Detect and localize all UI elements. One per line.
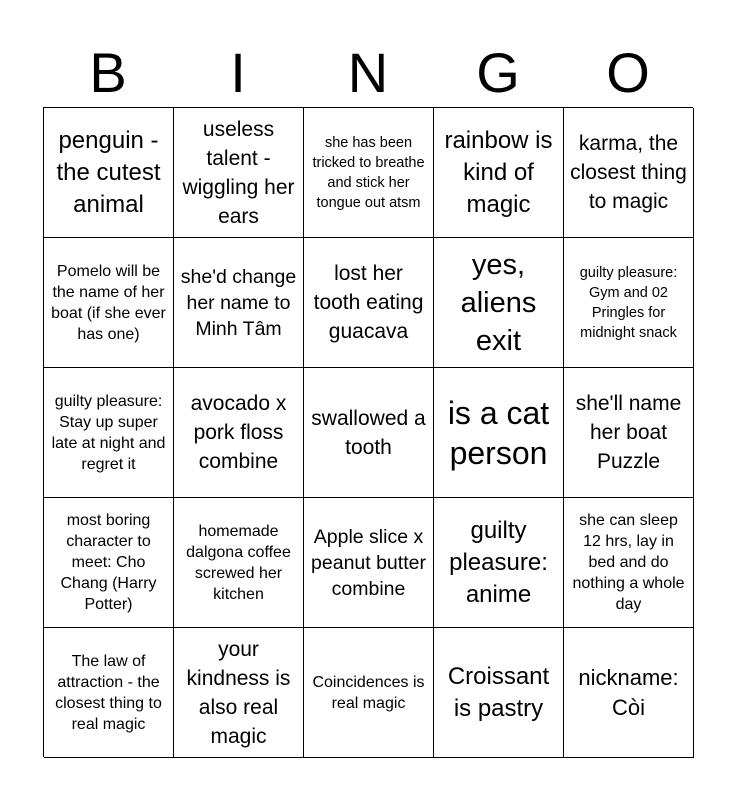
bingo-cell[interactable] <box>564 628 694 758</box>
cell-text: she has been tricked to breathe and stick her tongue out atsm <box>312 134 425 211</box>
cell-text: she'll name her boat Puzzle <box>575 392 682 473</box>
bingo-cell[interactable] <box>434 628 564 758</box>
bingo-cell[interactable] <box>304 108 434 238</box>
cell-text: Coincidences is real magic <box>312 673 425 712</box>
bingo-cell[interactable] <box>564 238 694 368</box>
cell-text: avocado x pork floss combine <box>190 392 287 473</box>
bingo-cell[interactable] <box>44 498 174 628</box>
cell-text: homemade dalgona coffee screwed her kitchen <box>186 522 291 603</box>
header-letter-g: G <box>476 41 520 104</box>
bingo-cell[interactable] <box>174 498 304 628</box>
bingo-cell[interactable] <box>174 628 304 758</box>
header-letter-i: I <box>230 41 246 104</box>
bingo-cell[interactable] <box>174 238 304 368</box>
cell-text: she'd change her name to Minh Tâm <box>180 265 297 340</box>
header-letter-o: O <box>606 41 650 104</box>
cell-text: swallowed a tooth <box>311 406 426 459</box>
bingo-cell[interactable] <box>564 108 694 238</box>
bingo-cell[interactable] <box>304 628 434 758</box>
cell-text: karma, the closest thing to magic <box>570 132 687 213</box>
cell-text: is a cat person <box>447 394 550 471</box>
bingo-cell[interactable] <box>434 108 564 238</box>
header-letter-b: B <box>89 41 127 104</box>
cell-text: your kindness is also real magic <box>186 637 291 748</box>
cell-text: she can sleep 12 hrs, lay in bed and do nothing a whole day <box>572 512 685 613</box>
bingo-cell[interactable] <box>44 628 174 758</box>
bingo-cell[interactable] <box>564 368 694 498</box>
bingo-cell[interactable] <box>304 238 434 368</box>
bingo-cell[interactable] <box>174 108 304 238</box>
bingo-cell[interactable] <box>434 368 564 498</box>
bingo-cell[interactable] <box>44 368 174 498</box>
bingo-cell[interactable] <box>174 368 304 498</box>
cell-text: guilty pleasure: anime <box>449 516 548 608</box>
bingo-header <box>43 40 693 106</box>
cell-text: Croissant is pastry <box>447 662 550 722</box>
bingo-cell[interactable] <box>434 498 564 628</box>
cell-text: useless talent - wiggling her ears <box>182 117 295 228</box>
bingo-cell[interactable] <box>434 238 564 368</box>
cell-text: nickname: Còi <box>578 664 679 720</box>
bingo-cell[interactable] <box>564 498 694 628</box>
header-letter-n: N <box>347 41 389 104</box>
cell-text: guilty pleasure: Stay up super late at night and regret it <box>51 392 166 473</box>
cell-text: yes, aliens exit <box>460 248 537 357</box>
bingo-cell[interactable] <box>44 108 174 238</box>
cell-text: penguin - the cutest animal <box>56 126 161 218</box>
cell-text: Pomelo will be the name of her boat (if she ever has one) <box>51 262 166 343</box>
cell-text: Apple slice x peanut butter combine <box>311 525 426 600</box>
bingo-cell[interactable] <box>304 368 434 498</box>
cell-text: guilty pleasure: Gym and 02 Pringles for midnight snack <box>579 264 678 341</box>
cell-text: lost her tooth eating guacava <box>313 262 424 343</box>
cell-text: rainbow is kind of magic <box>444 126 553 218</box>
bingo-cell[interactable] <box>44 238 174 368</box>
cell-text: The law of attraction - the closest thing to real magic <box>55 652 162 733</box>
bingo-grid <box>43 107 693 757</box>
cell-text: most boring character to meet: Cho Chang (Harry Potter) <box>60 512 157 613</box>
bingo-cell[interactable] <box>304 498 434 628</box>
